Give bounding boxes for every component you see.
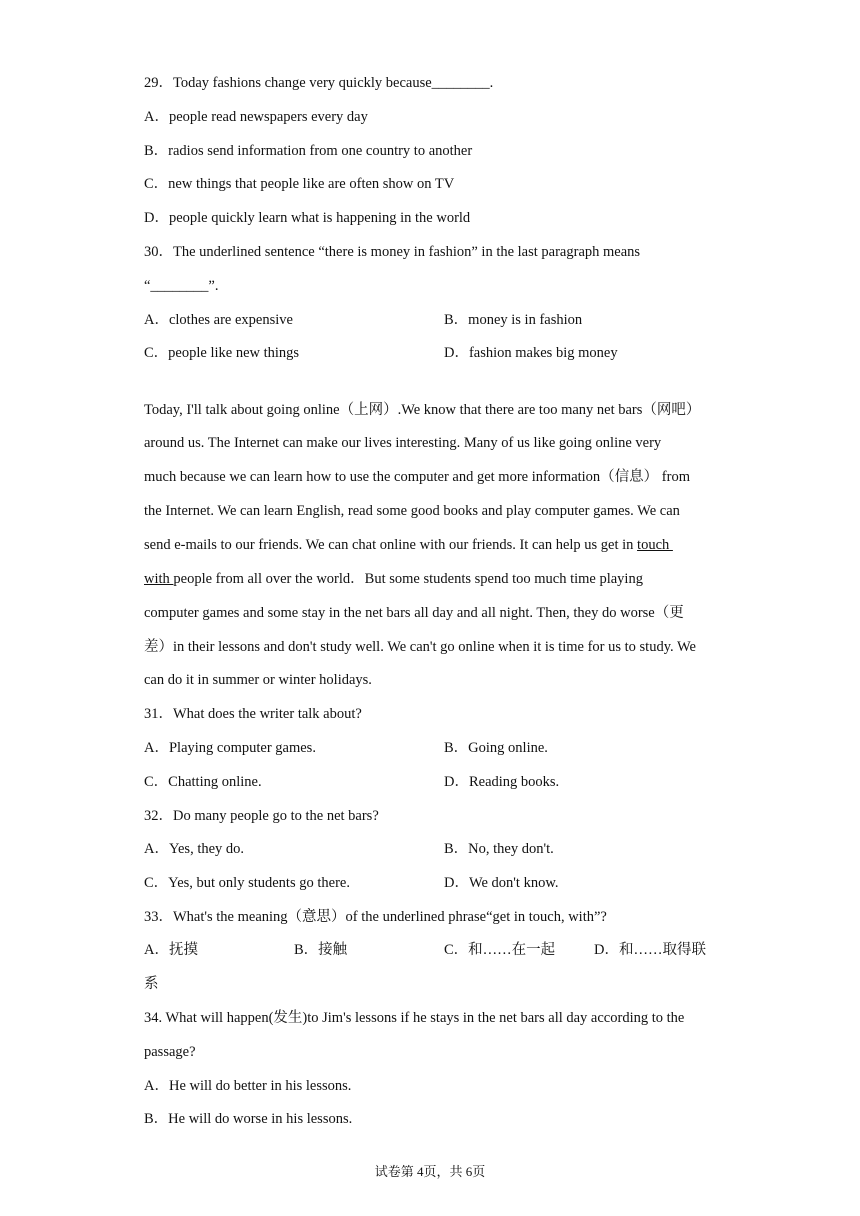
passage-line: much because we can learn how to use the computer and get more information（信息） from (144, 469, 690, 485)
question-31-option-a: A．Playing computer games. (144, 740, 316, 756)
question-31-option-b: B．Going online. (444, 740, 548, 756)
passage-line: around us. The Internet can make our lives interesting. Many of us like going online very (144, 435, 662, 451)
question-30-option-d: D．fashion makes big money (444, 345, 618, 361)
question-32-option-b: B．No, they don't. (444, 841, 554, 857)
question-34-option-b: B．He will do worse in his lessons. (144, 1111, 353, 1127)
question-30-option-a: A．clothes are expensive (144, 312, 293, 328)
question-34-stem: 34. What will happen(发生)to Jim's lessons if he stays in the net bars all day according to the (144, 1010, 685, 1026)
question-32-option-c: C．Yes, but only students go there. (144, 875, 350, 891)
question-34-option-a: A．He will do better in his lessons. (144, 1078, 352, 1094)
passage-line (144, 535, 673, 555)
question-32-option-d: D．We don't know. (444, 875, 559, 891)
underlined-phrase-part2: with (144, 571, 174, 587)
question-29-stem: 29．Today fashions change very quickly because________. (144, 75, 494, 91)
passage-text: people from all over the world．But some students spend too much time playing (173, 571, 643, 587)
question-29-option-b: B．radios send information from one country to another (144, 143, 473, 159)
question-30-stem: 30．The underlined sentence “there is money in fashion” in the last paragraph means (144, 244, 641, 260)
question-33-option-c: C．和……在一起 (444, 942, 556, 958)
question-33-option-b: B．接触 (294, 942, 348, 958)
question-31-option-d: D．Reading books. (444, 774, 560, 790)
passage-line: 差）in their lessons and don't study well. We can't go online when it is time for us to study. We (144, 639, 696, 655)
question-34-stem-continued: passage? (144, 1044, 196, 1060)
question-31-stem: 31．What does the writer talk about? (144, 706, 362, 722)
question-33-option-a: A．抚摸 (144, 942, 198, 958)
page-footer: 试卷第 4页，共 6页 (374, 1164, 486, 1179)
question-33-option-d-wrap: 系 (144, 976, 159, 992)
passage-line: the Internet. We can learn English, read some good books and play computer games. We can (144, 503, 680, 519)
passage-text: send e-mails to our friends. We can chat online with our friends. It can help us get in (144, 537, 638, 553)
question-33-stem: 33．What's the meaning（意思）of the underlined phrase“get in touch, with”? (144, 909, 607, 925)
question-32-stem: 32．Do many people go to the net bars? (144, 808, 379, 824)
passage-line (144, 569, 643, 589)
question-30-option-c: C．people like new things (144, 345, 300, 361)
passage-line: Today, I'll talk about going online（上网）.We know that there are too many net bars（网吧） (144, 402, 701, 418)
question-29-option-d: D．people quickly learn what is happening in the world (144, 210, 471, 226)
question-33-option-d: D．和……取得联 (594, 942, 706, 958)
passage-line: can do it in summer or winter holidays. (144, 672, 372, 688)
question-29-option-a: A．people read newspapers every day (144, 109, 368, 125)
question-30-option-b: B．money is in fashion (444, 312, 583, 328)
question-30-stem-continued: “________”. (144, 278, 219, 294)
question-29-option-c: C．new things that people like are often show on TV (144, 176, 455, 192)
question-32-option-a: A．Yes, they do. (144, 841, 245, 857)
underlined-phrase-part1: touch (637, 537, 673, 553)
question-31-option-c: C．Chatting online. (144, 774, 262, 790)
passage-line: computer games and some stay in the net bars all day and all night. Then, they do worse（更 (144, 605, 684, 621)
